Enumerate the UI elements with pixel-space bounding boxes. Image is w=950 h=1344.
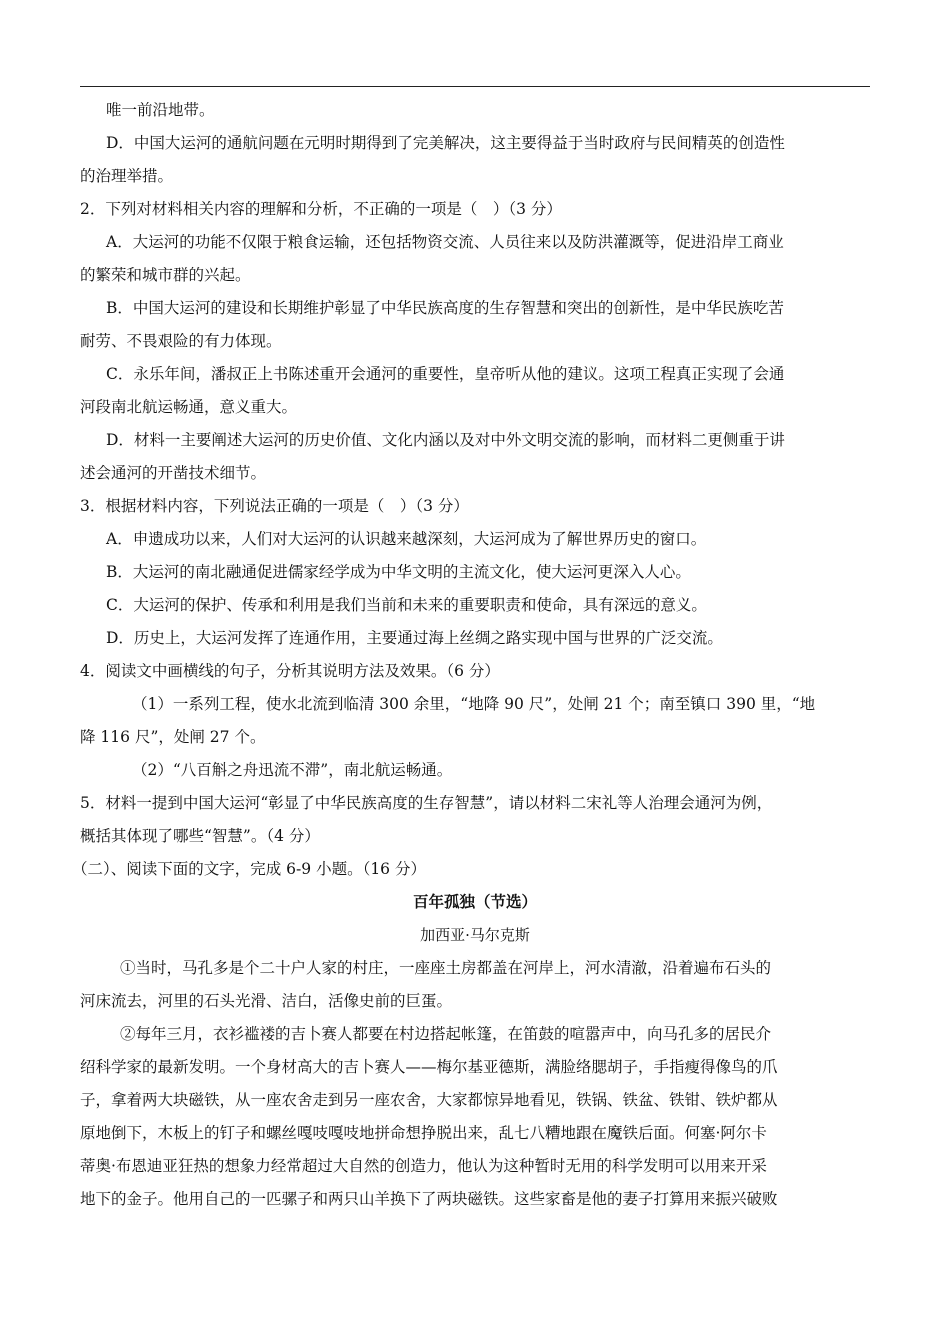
q4-sentence2: （2）“八百斛之舟迅流不滞”，南北航运畅通。	[132, 761, 453, 779]
passage-author: 加西亚·马尔克斯	[420, 926, 530, 944]
q2-option-b-line1: B．中国大运河的建设和长期维护彰显了中华民族高度的生存智慧和突出的创新性，是中华民族吃苦	[106, 299, 784, 317]
q3-option-a: A．申遗成功以来，人们对大运河的认识越来越深刻，大运河成为了解世界历史的窗口。	[106, 530, 707, 548]
q2-option-a-line2: 的繁荣和城市群的兴起。	[80, 266, 251, 284]
q3-option-d: D．历史上，大运河发挥了连通作用，主要通过海上丝绸之路实现中国与世界的广泛交流。	[106, 629, 723, 647]
paragraph2-line3: 子，拿着两大块磁铁，从一座农舍走到另一座农舍，大家都惊异地看见，铁锅、铁盆、铁钳、铁炉都从	[80, 1091, 778, 1109]
q2-stem: 2．下列对材料相关内容的理解和分析，不正确的一项是（ ）（3 分）	[80, 200, 562, 218]
q4-sentence1-line1: （1）一系列工程，使水北流到临清 300 余里，“地降 90 尺”，处闸 21 个；南至镇口 390 里，“地	[132, 695, 816, 713]
paragraph2-line6: 地下的金子。他用自己的一匹骡子和两只山羊换下了两块磁铁。这些家畜是他的妻子打算用来振兴破败	[80, 1190, 778, 1208]
section2-header: （二）、阅读下面的文字，完成 6-9 小题。（16 分）	[72, 860, 426, 878]
q4-stem: 4．阅读文中画横线的句子，分析其说明方法及效果。（6 分）	[80, 662, 500, 680]
q1-option-d-line1: D．中国大运河的通航问题在元明时期得到了完美解决，这主要得益于当时政府与民间精英的创造性	[106, 134, 785, 152]
paragraph2-line4: 原地倒下，木板上的钉子和螺丝嘎吱嘎吱地拼命想挣脱出来，乱七八糟地跟在魔铁后面。何塞·阿尔卡	[80, 1124, 767, 1142]
passage-title: 百年孤独（节选）	[412, 892, 537, 911]
paragraph1-line2: 河床流去，河里的石头光滑、洁白，活像史前的巨蛋。	[80, 992, 453, 1010]
header-rule	[80, 86, 870, 87]
paragraph1-line1: ①当时，马孔多是个二十户人家的村庄，一座座土房都盖在河岸上，河水清澈，沿着遍布石头的	[120, 959, 772, 977]
q3-option-c: C．大运河的保护、传承和利用是我们当前和未来的重要职责和使命，具有深远的意义。	[106, 596, 707, 614]
paragraph2-line5: 蒂奥·布恩迪亚狂热的想象力经常超过大自然的创造力，他认为这种暂时无用的科学发明可以用来开采	[80, 1157, 767, 1175]
q2-option-d-line2: 述会通河的开凿技术细节。	[80, 464, 267, 482]
q1-option-c-continuation: 唯一前沿地带。	[106, 101, 215, 119]
q3-option-b: B．大运河的南北融通促进儒家经学成为中华文明的主流文化，使大运河更深入人心。	[106, 563, 691, 581]
q4-sentence1-line2: 降 116 尺”，处闸 27 个。	[80, 728, 266, 746]
q5-line1: 5．材料一提到中国大运河“彰显了中华民族高度的生存智慧”，请以材料二宋礼等人治理会通河为例，	[80, 794, 773, 812]
q5-line2: 概括其体现了哪些“智慧”。（4 分）	[80, 827, 320, 845]
q2-option-c-line1: C．永乐年间，潘叔正上书陈述重开会通河的重要性，皇帝听从他的建议。这项工程真正实现了会通	[106, 365, 785, 383]
q2-option-d-line1: D．材料一主要阐述大运河的历史价值、文化内涵以及对中外文明交流的影响，而材料二更侧重于讲	[106, 431, 785, 449]
q1-option-d-line2: 的治理举措。	[80, 167, 174, 185]
paragraph2-line2: 绍科学家的最新发明。一个身材高大的吉卜赛人——梅尔基亚德斯，满脸络腮胡子，手指瘦得像鸟的爪	[80, 1058, 778, 1076]
q3-stem: 3．根据材料内容，下列说法正确的一项是（ ）（3 分）	[80, 497, 469, 515]
paragraph2-line1: ②每年三月，衣衫褴褛的吉卜赛人都要在村边搭起帐篷，在笛鼓的喧嚣声中，向马孔多的居民介	[120, 1025, 772, 1043]
q2-option-a-line1: A．大运河的功能不仅限于粮食运输，还包括物资交流、人员往来以及防洪灌溉等，促进沿岸工商业	[106, 233, 784, 251]
q2-option-c-line2: 河段南北航运畅通，意义重大。	[80, 398, 298, 416]
q2-option-b-line2: 耐劳、不畏艰险的有力体现。	[80, 332, 282, 350]
